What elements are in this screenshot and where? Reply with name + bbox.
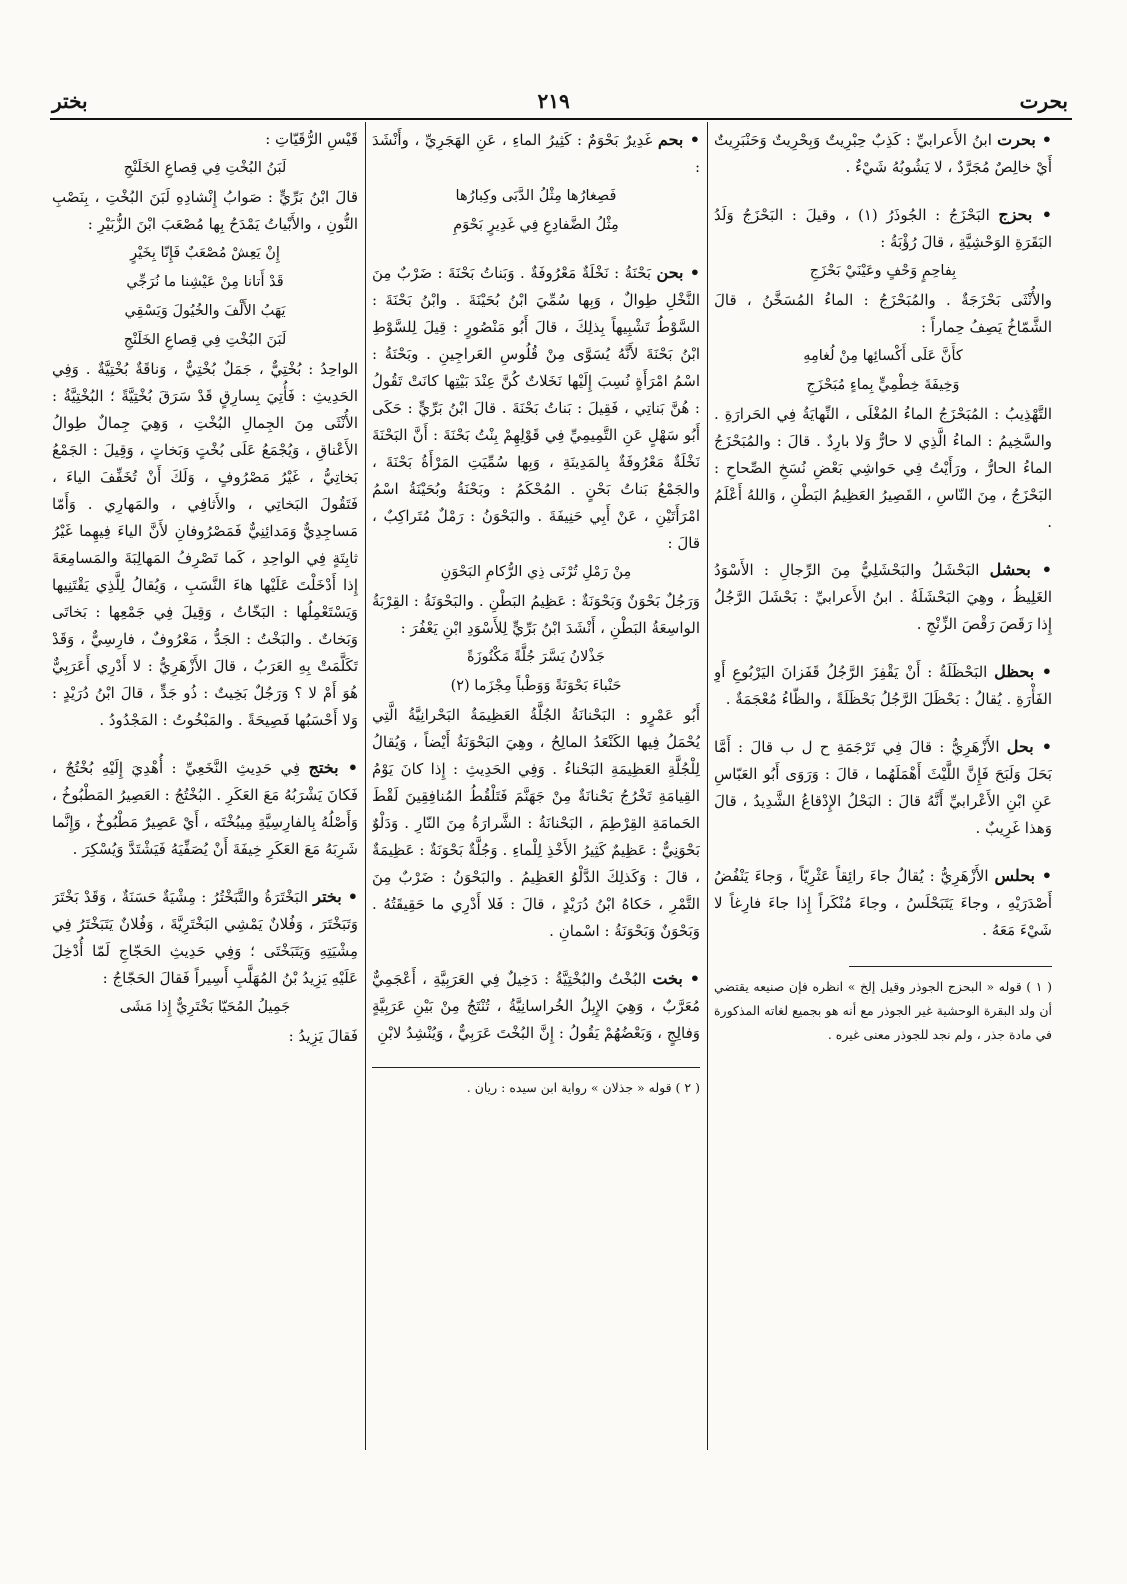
verse-line: وَخِيفَةَ خِطْمِيٍّ بِماءٍ مُبَحْزَجِ: [806, 377, 960, 393]
verse-line: قَدْ أَتانا مِنْ عَيْشِنا ما نُرَجِّي: [126, 274, 284, 290]
entry-text: الأَزْهَرِيُّ : قالَ فِي تَرْجَمَةِ ح ل ب قالَ : أَمَّا بَحَلَ وَلَبَحَ فَإِنَّ اللَّيْثَ أَهْمَلَهُما ، قالَ : وَرَوَى أَبُو العَبّاسِ عَنِ ابْنِ الأَعْرابيِّ أَنَّهُ قالَ : البَحْلُ الإِدْقاعُ الشَّدِيدُ ، قالَ وَهذا غَرِيبٌ .: [714, 738, 1052, 837]
entry-headword: • بحزج: [998, 205, 1052, 224]
verse-line: لَبَنُ البُخْتِ فِي قِصاعِ الخَلَنْجِ: [123, 160, 287, 176]
verse-line: إِنْ يَعِشْ مُصْعَبٌ فَإِنّا بِخَيْرٍ: [130, 245, 280, 261]
entry-headword: • بحرت: [997, 130, 1052, 149]
entry-text: البَخْتَرَةُ والتَّبَخْتُرُ : مِشْيَةٌ حَسَنَةٌ ، وَقَدْ بَخْتَرَ وَتَبَخْتَرَ ، وَفُلانٌ يَمْشِي البَخْتَرِيَّةَ ، وَفُلانٌ يَتَبَخْتَرُ فِي مِشْيَتِهِ وَيَتَبَخْتَى ؛ وَفِي حَدِيثِ الحَجّاجِ لَمّا أُدْخِلَ عَلَيْهِ يَزِيدُ بْنُ المُهَلَّبِ أَسِيراً فَقالَ الحَجّاجُ :: [52, 888, 358, 987]
header-first-entry: بحرت: [1019, 89, 1068, 113]
verse-line: كأَنَّ عَلَى أَكْسائِها مِنْ لُغامِهِ: [803, 348, 963, 364]
entry-headword: • بحلس: [995, 866, 1052, 885]
entry-bakhtar: [52, 883, 358, 1050]
entry-headword: • بخت: [652, 969, 700, 988]
entry-bahrat: [714, 126, 1052, 181]
entry-bahal: [714, 733, 1052, 842]
verse-line: جَمِيلُ المُحَيّا بَخْتَرِيٌّ إِذا مَشَى: [119, 999, 291, 1015]
entry-text: التَّهْذِيبُ : المُبَحْزَجُ الماءُ المُغْلَى ، النِّهايَةُ فِي الحَرارَةِ . والسَّخِيمُ : الماءُ الَّذِي لا حارٌّ وَلا بارِدٌ . قالَ : والمُبَحْزَجُ الماءُ الحارُّ ، ورَأَيْتُ فِي حَواشِي بَعْضِ نُسَخِ الصِّحاحِ : البَحْزَجُ ، مِنَ النّاسِ ، القَصِيرُ العَظِيمُ البَطْنِ ، وَاللهُ أَعْلَمُ .: [714, 405, 1052, 531]
page-number: ٢١٩: [537, 89, 570, 113]
footnote-rule: [372, 1067, 700, 1068]
verse-line: حَنْباءَ بَحْوَنَةً وَوَطْباً مِجْزَما (٢): [450, 678, 622, 694]
column-middle: [372, 126, 700, 1556]
entry-headword: • بختج: [309, 758, 358, 777]
entry-bahzal: [714, 658, 1052, 713]
entry-text: والأُنْثَى بَحْزَجَةٌ . والمُبَحْزَجُ : الماءُ المُسَخَّنُ ، قالَ الشَّمّاخُ يَصِفُ حِماراً :: [714, 291, 1052, 336]
entry-text: ابنُ الأَعرابيِّ : كَذِبٌ حِبْرِيتٌ وَبِحْرِيتٌ وَحَنْبَرِيتٌ أَيْ خالِصٌ مُجَرَّدٌ ، لا يَشُوبُهُ شَيْءٌ .: [714, 131, 1052, 176]
page-header: [52, 84, 1068, 118]
entry-text: قَيْسِ الرُّقَيّاتِ :: [265, 130, 358, 148]
verse-line: لَبَنَ البُخْتِ فِي قِصاعِ الخَلَنْجِ: [123, 332, 287, 348]
entry-bakht: [372, 965, 700, 1047]
entry-headword: • بختر: [313, 887, 358, 906]
entry-text: قالَ ابْنُ بَرِّيٍّ : صَوابُ إِنْشادِهِ لَبَنَ البُخْتِ ، بِنَصْبِ النُّونِ ، والأَبْياتُ يَمْدَحُ بِها مُصْعَبَ ابْنَ الزُّبَيْرِ :: [52, 188, 358, 233]
entry-text: البَحْشَلُ والبَحْشَلِيُّ مِنَ الرِّجالِ : الأَسْوَدُ الغَلِيظُ ، وهِيَ البَحْشَلَةُ . ابنُ الأَعرابيِّ : بَحْشَلَ الرَّجُلُ إِذا رَقَصَ رَقْصَ الزِّنْجِ .: [714, 561, 1052, 633]
entry-text: وَرَجُلٌ بَحْوَنٌ وَبَحْوَنَةٌ : عَظِيمُ البَطْنِ . والبَحْوَنَةُ : القِرْبَةُ الواسِعَةُ البَطْنِ ، أَنْشَدَ ابْنُ بَرِّيٍّ لِلأَسْوَدِ ابْنِ يَعْفُرَ :: [372, 592, 700, 637]
verse-line: فَصِغارُها مِثْلُ الدَّبَى وكِبارُها: [455, 188, 617, 204]
entry-text: بَحْنَةُ : نَخْلَةٌ مَعْرُوفَةٌ . وَبَناتُ بَحْنَةَ : ضَرْبٌ مِنَ النَّخْلِ طِوالٌ ، وَبِها سُمِّيَ ابْنُ بُحَيْنَةَ . وابْنُ بَحْنَةَ : السَّوْطُ تَشْبِيهاً بِذلِكَ ، قالَ أَبُو مَنْصُورٍ : قِيلَ لِلسَّوْطِ ابْنُ بَحْنَةَ لأَنَّهُ يُسَوَّى مِنْ قُلُوسِ العَراجِينِ . وبَحْنَةُ : اسْمُ امْرَأَةٍ نُسِبَ إِلَيْها نَخَلاتٌ كُنَّ عِنْدَ بَيْتِها كانَتْ تَقُولُ : هُنَّ بَناتِي ، فَقِيلَ : بَناتُ بَحْنَةَ . قالَ ابْنُ بَرِّيٍّ : حَكَى أَبُو سَهْلٍ عَنِ التَّمِيمِيِّ فِي قَوْلِهِمْ بِنْتُ بَحْنَةَ : أَنَّ البَحْنَةَ نَخْلَةٌ مَعْرُوفَةٌ بِالمَدِينَةِ ، وَبِها سُمِّيَتِ المَرْأَةُ بَحْنَةَ ، والجَمْعُ بَناتُ بَحْنٍ . المُحْكَمُ : وبَحْنَةُ وبُحَيْنَةُ اسْمُ امْرَأَتَيْنِ ، عَنْ أَبِي حَنِيفَةَ . والبَحْوَنُ : رَمْلٌ مُتَراكِبٌ ، قالَ :: [372, 264, 700, 552]
entry-text: الواحِدُ : بُخْتِيٌّ ، جَمَلٌ بُخْتِيٌّ ، وَناقَةٌ بُخْتِيَّةٌ . وَفِي الحَدِيثِ : فَأُتِيَ بِسارِقٍ قَدْ سَرَقَ بُخْتِيَّةً ؛ البُخْتِيَّةُ : الأُنْثَى مِنَ الجِمالِ البُخْتِ ، وَهِيَ جِمالٌ طِوالُ الأَعْناقِ ، وَيُجْمَعُ عَلَى بُخْتٍ وَبَخاتٍ ، وَقِيلَ : الجَمْعُ بَخاتِيُّ ، غَيْرُ مَصْرُوفٍ ، وَلَكَ أَنْ تُخَفِّفَ الياءَ ، فَتَقُولَ البَخاتِي ، والأَثافِي ، والمَهارِي . وَأَمّا مَساجِدِيٌّ وَمَدائِنِيٌّ فَمَصْرُوفانِ لأَنَّ الياءَ فِيهِما غَيْرُ ثابِتَةٍ فِي الواحِدِ ، كَما تَصْرِفُ المَهالِبَةَ والمَسامِعَةَ إِذا أَدْخَلْتَ عَلَيْها هاءَ النَّسَبِ ، وَيُقالُ لِلَّذِي يَقْتَنِيها وَيَسْتَعْمِلُها : البَخّاتُ ، وَقِيلَ فِي جَمْعِها : بَخاتَى وَبَخاتٌ . والبَخْتُ : الجَدُّ ، مَعْرُوفٌ ، فارِسِيٌّ ، وَقَدْ تَكَلَّمَتْ بِهِ العَرَبُ ، قالَ الأَزْهَرِيُّ : لا أَدْرِي أَعَرَبِيٌّ هُوَ أَمْ لا ؟ وَرَجُلٌ بَخِيتٌ : ذُو جَدٍّ ، قالَ ابْنُ دُرَيْدٍ : وَلا أَحْسَبُها فَصِيحَةً . والمَبْخُوتُ : المَجْدُودُ .: [52, 360, 358, 729]
entry-text: البَحْظَلَةُ : أَنْ يَقْفِزَ الرَّجُلُ قَفَزانَ اليَرْبُوعِ أَوِ الفَأْرَةِ . يُقالُ : بَحْظَلَ الرَّجُلُ بَحْظَلَةً ، والظّاءُ مُعْجَمَةٌ .: [714, 663, 1052, 708]
entry-text: أَبُو عَمْرٍو : البَحْنانَةُ الجُلَّةُ العَظِيمَةُ البَحْرانِيَّةُ الَّتِي يُحْمَلُ فِيها الكَنْعَدُ المالِحُ ، وهِيَ البَحْوَنَةُ أَيْضاً ، وَيُقالُ لِلْجُلَّةِ العَظِيمَةِ البَحْناءُ . وَفِي الحَدِيثِ : إِذا كانَ يَوْمُ القِيامَةِ تَخْرُجُ بَحْنانَةٌ مِنْ جَهَنَّمَ فَتَلْقُطُ المُنافِقِينَ لَقْطَ الحَمامَةِ القِرْطِمَ ، البَحْنانَةُ : الشَّرارَةُ مِنَ النّارِ . وَدَلْوٌ بَحْوَنِيٌّ : عَظِيمٌ كَثِيرُ الأَخْذِ لِلْماءِ . وَجُلَّةٌ بَحْوَنَةٌ : عَظِيمَةٌ ، قالَ : وَكَذلِكَ الدَّلْوُ العَظِيمُ . والبَحْوَنُ : ضَرْبٌ مِنَ التَّمْرِ ، حَكاهُ ابْنُ دُرَيْدٍ ، قالَ : فَلا أَدْرِي ما حَقِيقَتُهُ . وَبَحْوَنٌ وَبَحْوَنَةُ : اسْمانِ .: [372, 706, 700, 940]
entry-baham: [372, 126, 700, 239]
entry-bakht-continued: [52, 126, 358, 734]
entry-bahan: [372, 259, 700, 945]
header-rule: [50, 118, 1072, 120]
entry-text: البُخْتُ والبُخْتِيَّةُ : دَخِيلٌ فِي العَرَبِيَّةِ ، أَعْجَمِيٌّ مُعَرَّبٌ ، وَهِيَ الإِبِلُ الخُراسانِيَّةُ ، تُنْتَجُ مِنْ بَيْنِ عَرَبِيَّةٍ وَفالِجٍ ، وَبَعْضُهُمْ يَقُولُ : إِنَّ البُخْتَ عَرَبِيٌّ ، وَيُنْشِدُ لابْنِ: [372, 970, 700, 1042]
entry-bahshal: [714, 556, 1052, 638]
entry-text: غَدِيرٌ بَحْوَمٌ : كَثِيرُ الماءِ ، عَنِ الهَجَرِيِّ ، وأَنْشَدَ :: [372, 131, 700, 176]
verse-line: مِنْ رَمْلِ تُرْنَى ذِي الرُّكامِ البَحْوَنِ: [440, 564, 632, 580]
entry-headword: • بحشل: [990, 560, 1052, 579]
header-last-entry: بختر: [52, 89, 88, 113]
entry-headword: • بحظل: [994, 662, 1052, 681]
entry-bahlas: [714, 862, 1052, 944]
verse-line: مِثْلُ الضَّفادِعِ فِي غَدِيرٍ بَحْوَمِ: [453, 217, 619, 233]
column-divider: [707, 122, 708, 1450]
verse-line: بِفاحِمٍ وَحْفٍ وعَيْنَيْ بَحْزَجِ: [809, 263, 957, 279]
entry-headword: • بحم: [658, 130, 700, 149]
entry-text: الأَزْهَرِيُّ : يُقالُ جاءَ رائِقاً عَثْرِيّاً ، وَجاءَ يَنْفُضُ أَصْدَرَيْهِ ، وجاءَ يَتَبَحْلَسُ ، وجاءَ مُنْكَراً إِذا جاءَ فارِغاً لا شَيْءَ مَعَهُ .: [714, 867, 1052, 939]
column-divider: [365, 122, 366, 1450]
entry-text: البَحْزَجُ : الجُوذَرُ (١) ، وقيلَ : البَحْزَجُ وَلَدُ البَقَرَةِ الوَحْشِيَّةِ ، قالَ رُؤْبَةُ :: [714, 206, 1052, 251]
entry-headword: • بحل: [1007, 737, 1052, 756]
entry-text: فِي حَدِيثِ النَّخَعِيِّ : أُهْدِيَ إِلَيْهِ بُخْتُجٌ ، فَكانَ يَشْرَبُهُ مَعَ العَكَرِ . البُخْتُجُ : العَصِيرُ المَطْبُوخُ ، وَأَصْلُهُ بِالفارِسِيَّةِ مِيبُخْتَه ، أَيْ عَصِيرٌ مَطْبُوخٌ ، وَإِنَّما شَرِبَهُ مَعَ العَكَرِ خِيفَةَ أَنْ يُصَفِّيَهُ فَيَشْتَدَّ وَيُسْكِرَ .: [52, 759, 358, 858]
entry-bukhtuj: [52, 754, 358, 863]
entry-bahzaj: [714, 201, 1052, 536]
column-left: [52, 126, 358, 1556]
column-right: [714, 126, 1052, 1556]
footnote-2: ( ٢ ) قوله « جذلان » رواية ابن سيده : ريان .: [466, 1080, 700, 1095]
entry-text: فَقالَ يَزِيدُ :: [288, 1027, 358, 1045]
entry-headword: • بحن: [657, 263, 700, 282]
footnote-rule: [849, 966, 1052, 967]
verse-line: جَذْلانُ يَسَّرَ جُلَّةً مَكْنُوزَةً: [466, 649, 606, 665]
footnote-1: ( ١ ) قوله « البحزج الجوذر وقيل إلخ » انظره فإن صنيعه يقتضي أن ولد البقرة الوحشية غير الجوذر مع أنه هو بجميع لغاته المذكورة في مادة جذر ، ولم نجد للجوذر معنى غيره .: [714, 979, 1052, 1042]
verse-line: يَهَبُ الأَلْفَ والخُيُولَ وَيَسْقِي: [124, 303, 286, 319]
